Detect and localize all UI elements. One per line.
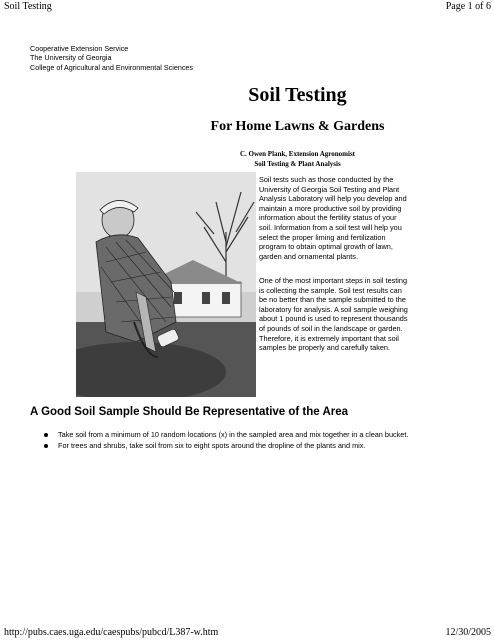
organization-block	[30, 44, 193, 72]
page-counter: Page 1 of 6	[445, 1, 491, 12]
author-name: C. Owen Plank, Extension Agronomist	[240, 150, 355, 158]
browser-header-title: Soil Testing	[4, 1, 52, 12]
bullet-dot-icon	[44, 444, 48, 448]
page-title: Soil Testing	[248, 84, 347, 106]
print-date: 12/30/2005	[445, 627, 491, 638]
guideline-list	[30, 430, 470, 452]
list-item-text: Take soil from a minimum of 10 random locations (x) in the sampled area and mix together in a clean bucket.	[58, 430, 409, 439]
man-sampling-soil-photo	[76, 172, 256, 397]
list-item	[30, 430, 470, 440]
author-block	[0, 150, 495, 169]
intro-paragraph: Soil tests such as those conducted by the University of Georgia Soil Testing and Plant Analysis Laboratory will help you develop and maintain a more productive soil by providing information about the fertility status of your soil. Information from a soil test will help you select the proper liming and fertilization program to obtain optimal growth of lawn, garden and ornamental plants.	[259, 175, 407, 261]
org-line: College of Agricultural and Environmental Sciences	[30, 62, 194, 72]
section-heading: A Good Soil Sample Should Be Representative of the Area	[30, 406, 349, 418]
author-role: Soil Testing & Plant Analysis	[254, 159, 341, 168]
page-url: http://pubs.caes.uga.edu/caespubs/pubcd/L387-w.htm	[4, 627, 219, 638]
org-line: The University of Georgia	[30, 53, 112, 63]
sampling-paragraph: One of the most important steps in soil testing is collecting the sample. Soil test results can be no better than the sample submitted to the laboratory for analysis. A soil sample weighing about 1 pound is used to represent thousands of pounds of soil in the landscape or garden. Therefore, it is extremely important that soil samples be properly and carefully taken.	[259, 276, 408, 353]
list-item	[30, 441, 470, 451]
bullet-dot-icon	[44, 433, 48, 437]
list-item-text: For trees and shrubs, take soil from six to eight spots around the dropline of the plants and mix.	[58, 440, 366, 450]
page-subtitle: For Home Lawns & Gardens	[210, 119, 385, 134]
org-line: Cooperative Extension Service	[30, 44, 129, 53]
